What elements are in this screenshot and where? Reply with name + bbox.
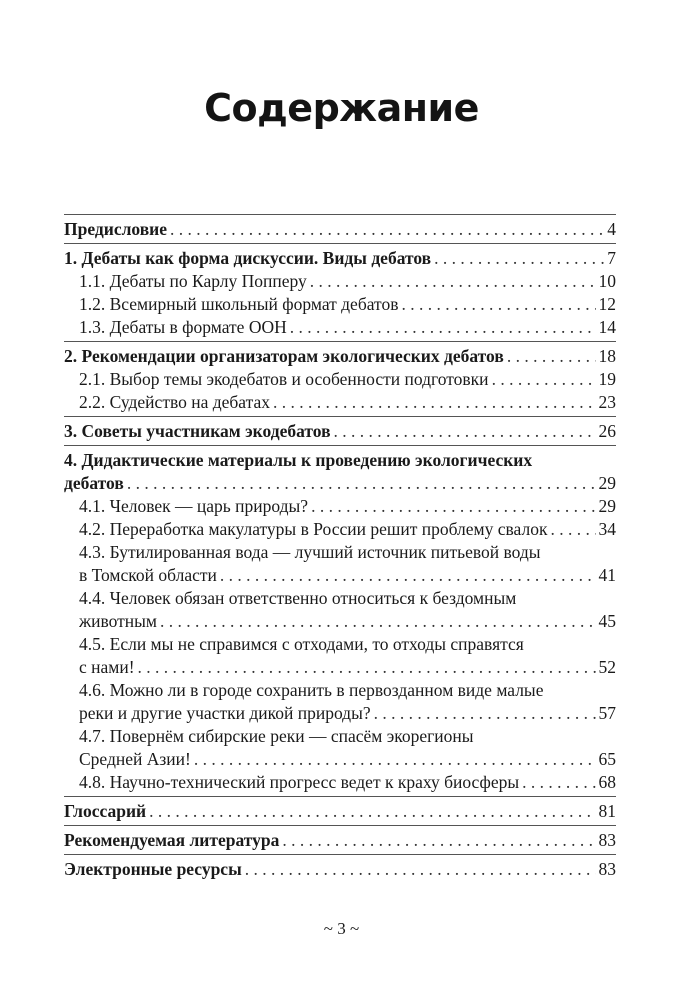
toc-entry-title: 3. Советы участникам экодебатов (64, 421, 331, 441)
dot-leader (220, 564, 596, 587)
toc-entry-title-line: 4.7. Повернём сибирские реки — спасём экорегионы (79, 726, 474, 746)
toc-chapter-entry[interactable] (64, 345, 616, 368)
toc-section-entry[interactable] (64, 368, 616, 391)
toc-chapter-entry[interactable] (64, 829, 616, 852)
toc-section-entry[interactable] (64, 518, 616, 541)
section-divider (64, 445, 616, 446)
toc-entry-title: 1.1. Дебаты по Карлу Попперу (79, 271, 307, 291)
toc-section-entry[interactable] (64, 587, 616, 633)
dot-leader (401, 293, 595, 316)
dot-leader (310, 270, 596, 293)
dot-leader (311, 495, 595, 518)
toc-entry-title-line: 4.6. Можно ли в городе сохранить в первозданном виде малые (79, 680, 544, 700)
table-of-contents (64, 212, 616, 881)
toc-page-number: 10 (598, 271, 616, 291)
toc-chapter-entry[interactable] (64, 858, 616, 881)
section-divider (64, 243, 616, 244)
toc-entry-title-line: 4.4. Человек обязан ответственно относиться к бездомным (79, 588, 517, 608)
toc-page-number: 29 (598, 496, 616, 516)
toc-page-number: 81 (598, 801, 616, 821)
toc-page-number: 34 (598, 519, 616, 539)
dot-leader (334, 420, 596, 443)
toc-entry-title: 2.1. Выбор темы экодебатов и особенности подготовки (79, 369, 489, 389)
dot-leader (127, 472, 596, 495)
dot-leader (170, 218, 604, 241)
toc-entry-title-line: 4. Дидактические материалы к проведению экологических (64, 450, 533, 470)
dot-leader (522, 771, 595, 794)
toc-entry-title: 1.3. Дебаты в формате ООН (79, 317, 287, 337)
toc-page-number: 12 (598, 294, 616, 314)
toc-section-entry[interactable] (64, 725, 616, 771)
toc-entry-title: Средней Азии! (79, 749, 191, 769)
toc-section-entry[interactable] (64, 293, 616, 316)
toc-entry-title: Глоссарий (64, 801, 147, 821)
section-divider (64, 854, 616, 855)
toc-entry-title: Электронные ресурсы (64, 859, 242, 879)
toc-entry-title: 4.8. Научно-технический прогресс ведет к краху биосферы (79, 772, 520, 792)
toc-page-number: 45 (598, 611, 616, 631)
toc-section-entry[interactable] (64, 316, 616, 339)
toc-page-number: 29 (598, 473, 616, 493)
toc-section-entry[interactable] (64, 541, 616, 587)
toc-entry-title: 2.2. Судейство на дебатах (79, 392, 271, 412)
dot-leader (160, 610, 596, 633)
toc-page-number: 19 (598, 369, 616, 389)
toc-page-number: 65 (598, 749, 616, 769)
toc-entry-title: животным (79, 611, 157, 631)
page-title: Содержание (204, 86, 479, 130)
toc-page-number: 18 (598, 346, 616, 366)
toc-entry-title: Рекомендуемая литература (64, 830, 280, 850)
toc-page-number: 41 (598, 565, 616, 585)
section-divider (64, 825, 616, 826)
toc-page-number: 4 (607, 219, 616, 239)
toc-entry-title: в Томской области (79, 565, 217, 585)
section-divider (64, 214, 616, 215)
dot-leader (507, 345, 596, 368)
toc-page-number: 7 (607, 248, 616, 268)
toc-page-number: 57 (598, 703, 616, 723)
toc-chapter-entry[interactable] (64, 800, 616, 823)
dot-leader (194, 748, 596, 771)
section-divider (64, 341, 616, 342)
dot-leader (550, 518, 595, 541)
toc-section-entry[interactable] (64, 633, 616, 679)
toc-entry-title: 1.2. Всемирный школьный формат дебатов (79, 294, 399, 314)
toc-entry-title: 4.2. Переработка макулатуры в России решит проблему свалок (79, 519, 548, 539)
dot-leader (290, 316, 596, 339)
toc-entry-title: дебатов (64, 473, 124, 493)
toc-section-entry[interactable] (64, 771, 616, 794)
toc-page-number: 23 (598, 392, 616, 412)
dot-leader (492, 368, 596, 391)
page-number-footer: ~ 3 ~ (323, 919, 360, 938)
dot-leader (273, 391, 595, 414)
toc-entry-title: 4.1. Человек — царь природы? (79, 496, 309, 516)
toc-section-entry[interactable] (64, 270, 616, 293)
toc-entry-title: реки и другие участки дикой природы? (79, 703, 371, 723)
toc-chapter-entry[interactable] (64, 420, 616, 443)
toc-entry-title-line: 4.3. Бутилированная вода — лучший источник питьевой воды (79, 542, 541, 562)
toc-page-number: 52 (598, 657, 616, 677)
dot-leader (282, 829, 595, 852)
dot-leader (434, 247, 604, 270)
dot-leader (138, 656, 596, 679)
toc-page-number: 83 (598, 859, 616, 879)
dot-leader (245, 858, 596, 881)
toc-section-entry[interactable] (64, 495, 616, 518)
toc-chapter-entry[interactable] (64, 449, 616, 495)
toc-entry-title: с нами! (79, 657, 135, 677)
section-divider (64, 416, 616, 417)
toc-section-entry[interactable] (64, 391, 616, 414)
toc-page-number: 26 (598, 421, 616, 441)
toc-chapter-entry[interactable] (64, 218, 616, 241)
section-divider (64, 796, 616, 797)
toc-chapter-entry[interactable] (64, 247, 616, 270)
toc-entry-title-line: 4.5. Если мы не справимся с отходами, то отходы справятся (79, 634, 524, 654)
toc-section-entry[interactable] (64, 679, 616, 725)
toc-page-number: 68 (598, 772, 616, 792)
dot-leader (374, 702, 596, 725)
toc-page-number: 83 (598, 830, 616, 850)
toc-page-number: 14 (598, 317, 616, 337)
toc-entry-title: Предисловие (64, 219, 168, 239)
toc-entry-title: 2. Рекомендации организаторам экологических дебатов (64, 346, 504, 366)
toc-entry-title: 1. Дебаты как форма дискуссии. Виды дебатов (64, 248, 432, 268)
dot-leader (149, 800, 595, 823)
